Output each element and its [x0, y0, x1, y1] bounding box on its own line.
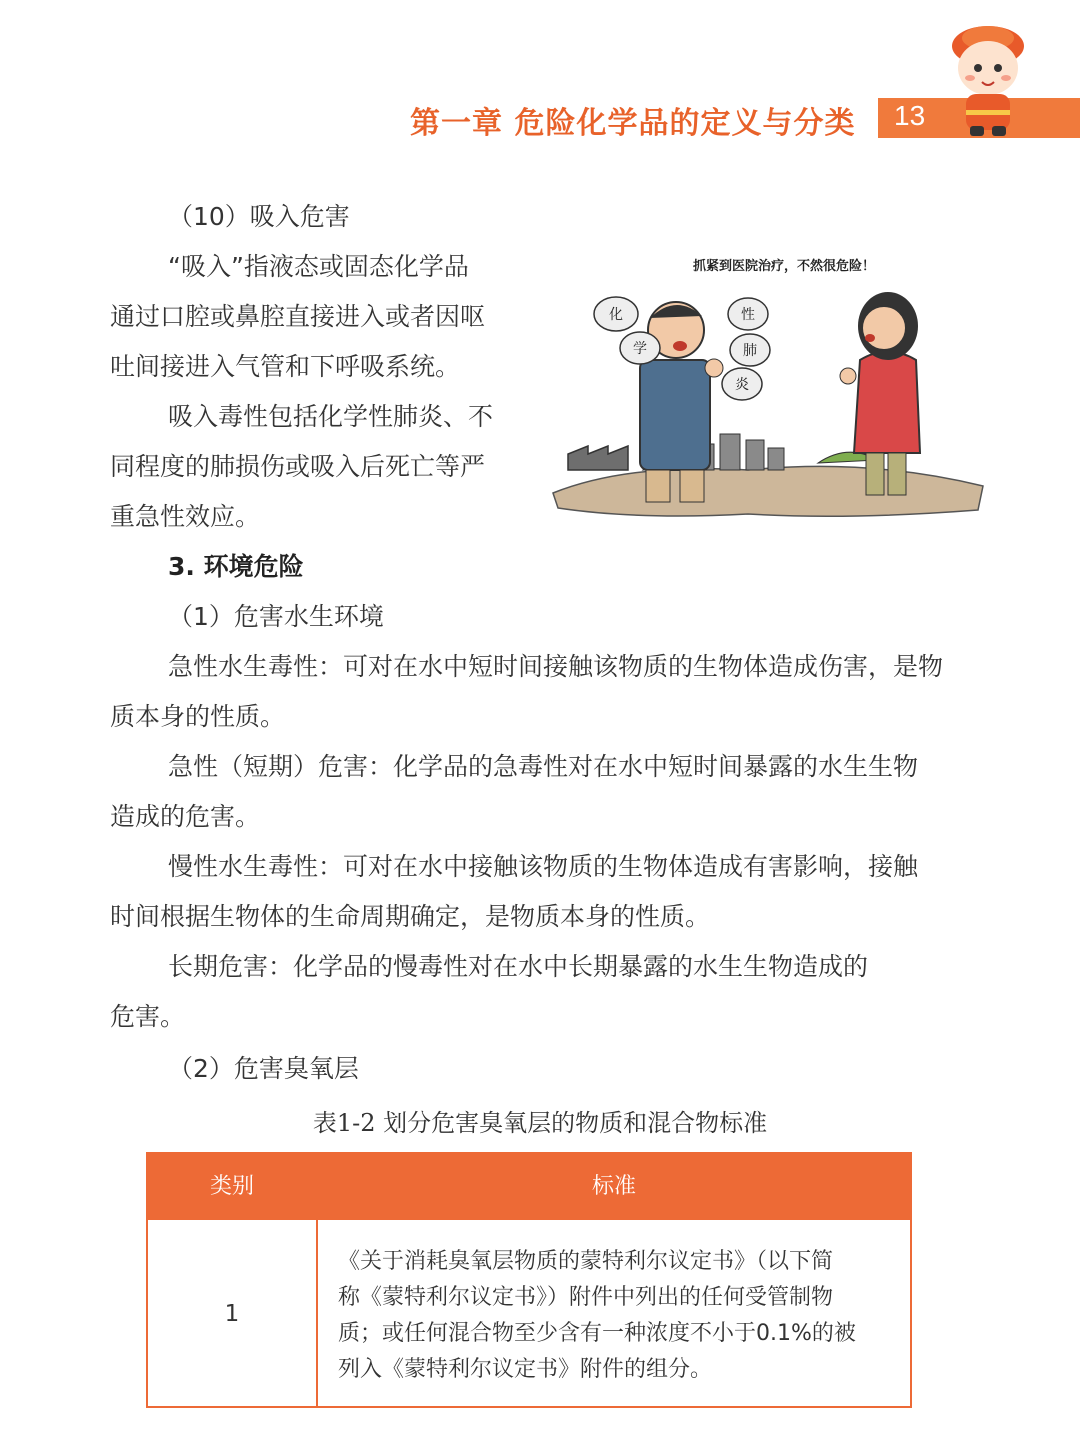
chronic-toxicity-line1: 慢性水生毒性：可对在水中接触该物质的生物体造成有害影响，接触 — [168, 852, 919, 881]
bubble-hua: 化 — [609, 307, 623, 323]
long-term-hazard-line2: 危害。 — [110, 1002, 186, 1031]
ozone-criteria-table — [146, 1152, 912, 1408]
inhalation-def-line1: “吸入”指液态或固态化学品 — [168, 252, 469, 281]
speech-text: 抓紧到医院治疗，不然很危险！ — [693, 259, 876, 274]
table-caption: 表1-2 划分危害臭氧层的物质和混合物标准 — [312, 1109, 768, 1137]
acute-hazard-line2: 造成的危害。 — [110, 802, 261, 831]
acute-toxicity-line1: 急性水生毒性：可对在水中短时间接触该物质的生物体造成伤害，是物 — [168, 652, 944, 681]
table-header-row — [148, 1154, 910, 1220]
inhalation-tox-line3: 重急性效应。 — [110, 502, 261, 531]
inhalation-def-line2: 通过口腔或鼻腔直接进入或者因呕 — [110, 302, 486, 331]
section-3-heading: 3. 环境危险 — [168, 552, 304, 581]
chapter-title: 第一章 危险化学品的定义与分类 — [410, 106, 856, 141]
section-10-title: （10）吸入危害 — [168, 202, 350, 231]
inhalation-def-line3: 吐间接进入气管和下呼吸系统。 — [110, 352, 461, 381]
section-3-sub2: （2）危害臭氧层 — [168, 1054, 359, 1083]
bubble-yan: 炎 — [735, 377, 749, 393]
acute-hazard-line1: 急性（短期）危害：化学品的急毒性对在水中短时间暴露的水生生物 — [168, 752, 919, 781]
long-term-hazard-line1: 长期危害：化学品的慢毒性对在水中长期暴露的水生生物造成的 — [168, 952, 869, 981]
section-3-sub1: （1）危害水生环境 — [168, 602, 384, 631]
row1-category: 1 — [224, 1301, 240, 1327]
acute-toxicity-line2: 质本身的性质。 — [110, 702, 286, 731]
header-standard: 标准 — [591, 1174, 636, 1199]
row1-standard-line3: 质；或任何混合物至少含有一种浓度不小于0.1%的被 — [338, 1321, 856, 1346]
bubble-xing: 性 — [741, 307, 755, 323]
row1-standard-line4: 列入《蒙特利尔议定书》附件的组分。 — [338, 1357, 713, 1382]
header-category: 类别 — [209, 1174, 254, 1199]
bubble-xue: 学 — [633, 341, 647, 357]
row1-standard-line2: 称《蒙特利尔议定书》）附件中列出的任何受管制物 — [338, 1285, 834, 1310]
cartoon-illustration — [548, 248, 988, 528]
page-number: 13 — [894, 100, 926, 131]
firefighter-mascot-icon — [940, 18, 1035, 138]
inhalation-tox-line1: 吸入毒性包括化学性肺炎、不 — [168, 402, 494, 431]
inhalation-tox-line2: 同程度的肺损伤或吸入后死亡等严 — [110, 452, 486, 481]
row1-standard — [338, 1244, 898, 1388]
column-divider — [316, 1220, 318, 1408]
chronic-toxicity-line2: 时间根据生物体的生命周期确定，是物质本身的性质。 — [110, 902, 711, 931]
bubble-fei: 肺 — [743, 343, 757, 359]
row1-standard-line1: 《关于消耗臭氧层物质的蒙特利尔议定书》（以下简 — [338, 1249, 834, 1274]
